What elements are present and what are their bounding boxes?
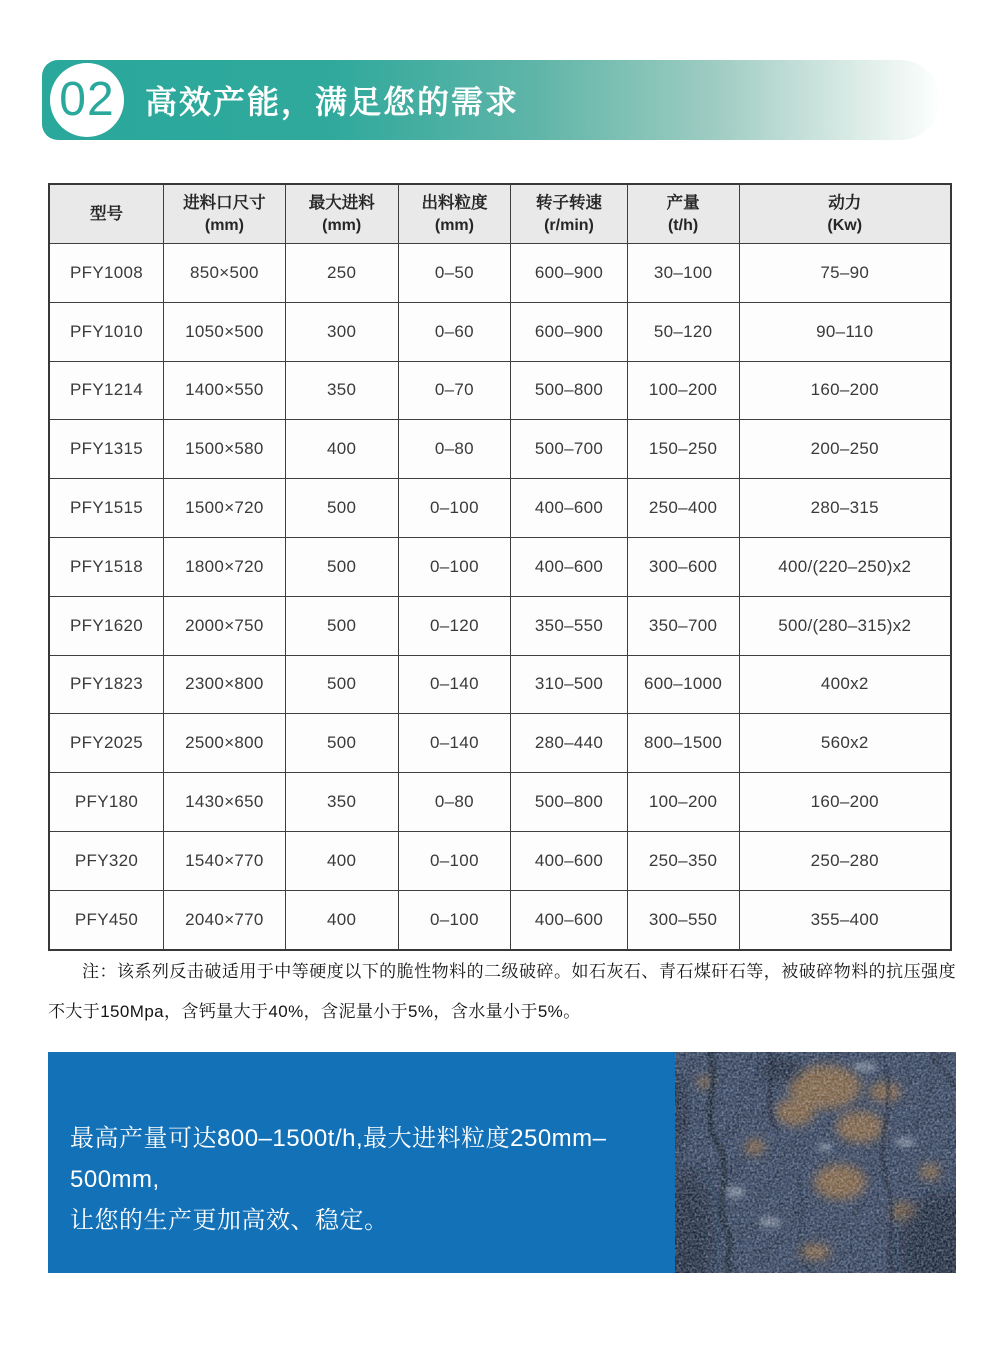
table-cell: 1050×500 [164, 302, 286, 361]
table-cell: 200–250 [739, 420, 951, 479]
table-cell: 500/(280–315)x2 [739, 596, 951, 655]
table-cell: 1400×550 [164, 361, 286, 420]
column-header [627, 184, 739, 244]
table-row [49, 655, 951, 714]
table-cell: 2040×770 [164, 890, 286, 949]
table-cell: 600–1000 [627, 655, 739, 714]
table-cell: 160–200 [739, 773, 951, 832]
section-title: 高效产能，满足您的需求 [145, 84, 520, 120]
table-cell: 50–120 [627, 302, 739, 361]
table-row [49, 596, 951, 655]
table-cell: 850×500 [164, 244, 286, 303]
table-row [49, 773, 951, 832]
column-name: 动力 [828, 194, 862, 212]
table-cell: PFY2025 [49, 714, 164, 773]
column-name: 转子转速 [535, 194, 602, 212]
table-cell: 350–550 [511, 596, 627, 655]
table-cell: 400–600 [511, 890, 627, 949]
table-cell: 0–60 [398, 302, 511, 361]
column-unit: (t/h) [667, 217, 699, 234]
column-header [511, 184, 627, 244]
table-cell: 400 [285, 890, 398, 949]
table-cell: 300 [285, 302, 398, 361]
table-cell: 500 [285, 714, 398, 773]
column-unit: (Kw) [827, 217, 863, 234]
table-cell: 500–800 [511, 361, 627, 420]
table-cell: 250–400 [627, 479, 739, 538]
table-cell: 100–200 [627, 773, 739, 832]
capacity-banner [48, 1052, 956, 1273]
table-cell: 300–550 [627, 890, 739, 949]
table-cell: 600–900 [511, 244, 627, 303]
table-cell: 1500×720 [164, 479, 286, 538]
table-cell: 1800×720 [164, 537, 286, 596]
table-cell: 30–100 [627, 244, 739, 303]
table-cell: 500–700 [511, 420, 627, 479]
table-cell: 400 [285, 831, 398, 890]
table-cell: 250–350 [627, 831, 739, 890]
table-row [49, 890, 951, 949]
table-cell: 250 [285, 244, 398, 303]
table-cell: 400 [285, 420, 398, 479]
table-cell: 250–280 [739, 831, 951, 890]
column-name: 产量 [666, 194, 700, 212]
table-cell: 0–80 [398, 420, 511, 479]
table-cell: PFY1010 [49, 302, 164, 361]
column-unit: (mm) [322, 217, 362, 234]
column-header [164, 184, 286, 244]
table-row [49, 302, 951, 361]
column-header [739, 184, 951, 244]
table-row [49, 420, 951, 479]
table-cell: 150–250 [627, 420, 739, 479]
table-note: 注：该系列反击破适用于中等硬度以下的脆性物料的二级破碎。如石灰石、青石煤矸石等，被破碎物料的抗压强度不大于150Mpa，含钙量大于40%，含泥量小于5%，含水量小于5%。 [48, 962, 956, 1021]
table-row [49, 361, 951, 420]
column-name: 最大进料 [308, 194, 375, 212]
table-cell: 0–80 [398, 773, 511, 832]
table-cell: 90–110 [739, 302, 951, 361]
table-cell: PFY1214 [49, 361, 164, 420]
column-header [49, 184, 164, 244]
column-header [398, 184, 511, 244]
table-cell: 500 [285, 655, 398, 714]
table-cell: 2300×800 [164, 655, 286, 714]
table-cell: PFY1315 [49, 420, 164, 479]
table-cell: 1430×650 [164, 773, 286, 832]
column-unit: (r/min) [544, 217, 594, 234]
table-cell: 0–140 [398, 655, 511, 714]
section-header-banner [42, 60, 940, 140]
table-cell: 350 [285, 361, 398, 420]
table-row [49, 714, 951, 773]
table-cell: 0–50 [398, 244, 511, 303]
table-cell: 100–200 [627, 361, 739, 420]
table-cell: 1500×580 [164, 420, 286, 479]
table-cell: 1540×770 [164, 831, 286, 890]
table-cell: 400/(220–250)x2 [739, 537, 951, 596]
table-cell: 160–200 [739, 361, 951, 420]
table-cell: 355–400 [739, 890, 951, 949]
table-header-row [49, 184, 951, 244]
table-body [49, 244, 951, 950]
table-cell: 280–440 [511, 714, 627, 773]
table-cell: 0–100 [398, 537, 511, 596]
table-cell: 350 [285, 773, 398, 832]
table-cell: PFY1515 [49, 479, 164, 538]
table-cell: 0–100 [398, 479, 511, 538]
table-cell: 280–315 [739, 479, 951, 538]
table-cell: 500 [285, 479, 398, 538]
table-cell: 400x2 [739, 655, 951, 714]
table-cell: 400–600 [511, 831, 627, 890]
table-cell: 500–800 [511, 773, 627, 832]
table-cell: 500 [285, 537, 398, 596]
table-cell: 350–700 [627, 596, 739, 655]
column-unit: (mm) [434, 217, 474, 234]
column-unit: (mm) [204, 217, 244, 234]
table-cell: 0–100 [398, 831, 511, 890]
table-cell: 500 [285, 596, 398, 655]
table-cell: 800–1500 [627, 714, 739, 773]
table-cell: PFY450 [49, 890, 164, 949]
rock-photo [675, 1052, 956, 1273]
capacity-banner-text [70, 1118, 670, 1241]
table-row [49, 244, 951, 303]
column-header [285, 184, 398, 244]
table-cell: 0–140 [398, 714, 511, 773]
table-cell: PFY1518 [49, 537, 164, 596]
table-cell: PFY320 [49, 831, 164, 890]
table-cell: PFY1008 [49, 244, 164, 303]
table-cell: 310–500 [511, 655, 627, 714]
capacity-banner-line2: 让您的生产更加高效、稳定。 [70, 1207, 389, 1234]
table-cell: PFY1823 [49, 655, 164, 714]
table-cell: 400–600 [511, 537, 627, 596]
table-cell: 0–70 [398, 361, 511, 420]
table-cell: 75–90 [739, 244, 951, 303]
table-row [49, 831, 951, 890]
table-cell: 400–600 [511, 479, 627, 538]
table-cell: 560x2 [739, 714, 951, 773]
table-cell: 0–120 [398, 596, 511, 655]
table-row [49, 537, 951, 596]
section-number-badge [50, 63, 124, 137]
spec-table [48, 183, 952, 951]
table-cell: 600–900 [511, 302, 627, 361]
table-cell: 2500×800 [164, 714, 286, 773]
capacity-banner-line1: 最高产量可达800–1500t/h,最大进料粒度250mm–500mm, [70, 1125, 607, 1193]
table-cell: 2000×750 [164, 596, 286, 655]
section-number: 02 [59, 73, 115, 126]
column-name: 出料粒度 [421, 194, 488, 212]
table-row [49, 479, 951, 538]
table-cell: PFY1620 [49, 596, 164, 655]
table-cell: 0–100 [398, 890, 511, 949]
column-name: 型号 [90, 204, 124, 223]
table-cell: PFY180 [49, 773, 164, 832]
table-cell: 300–600 [627, 537, 739, 596]
column-name: 进料口尺寸 [183, 194, 266, 212]
